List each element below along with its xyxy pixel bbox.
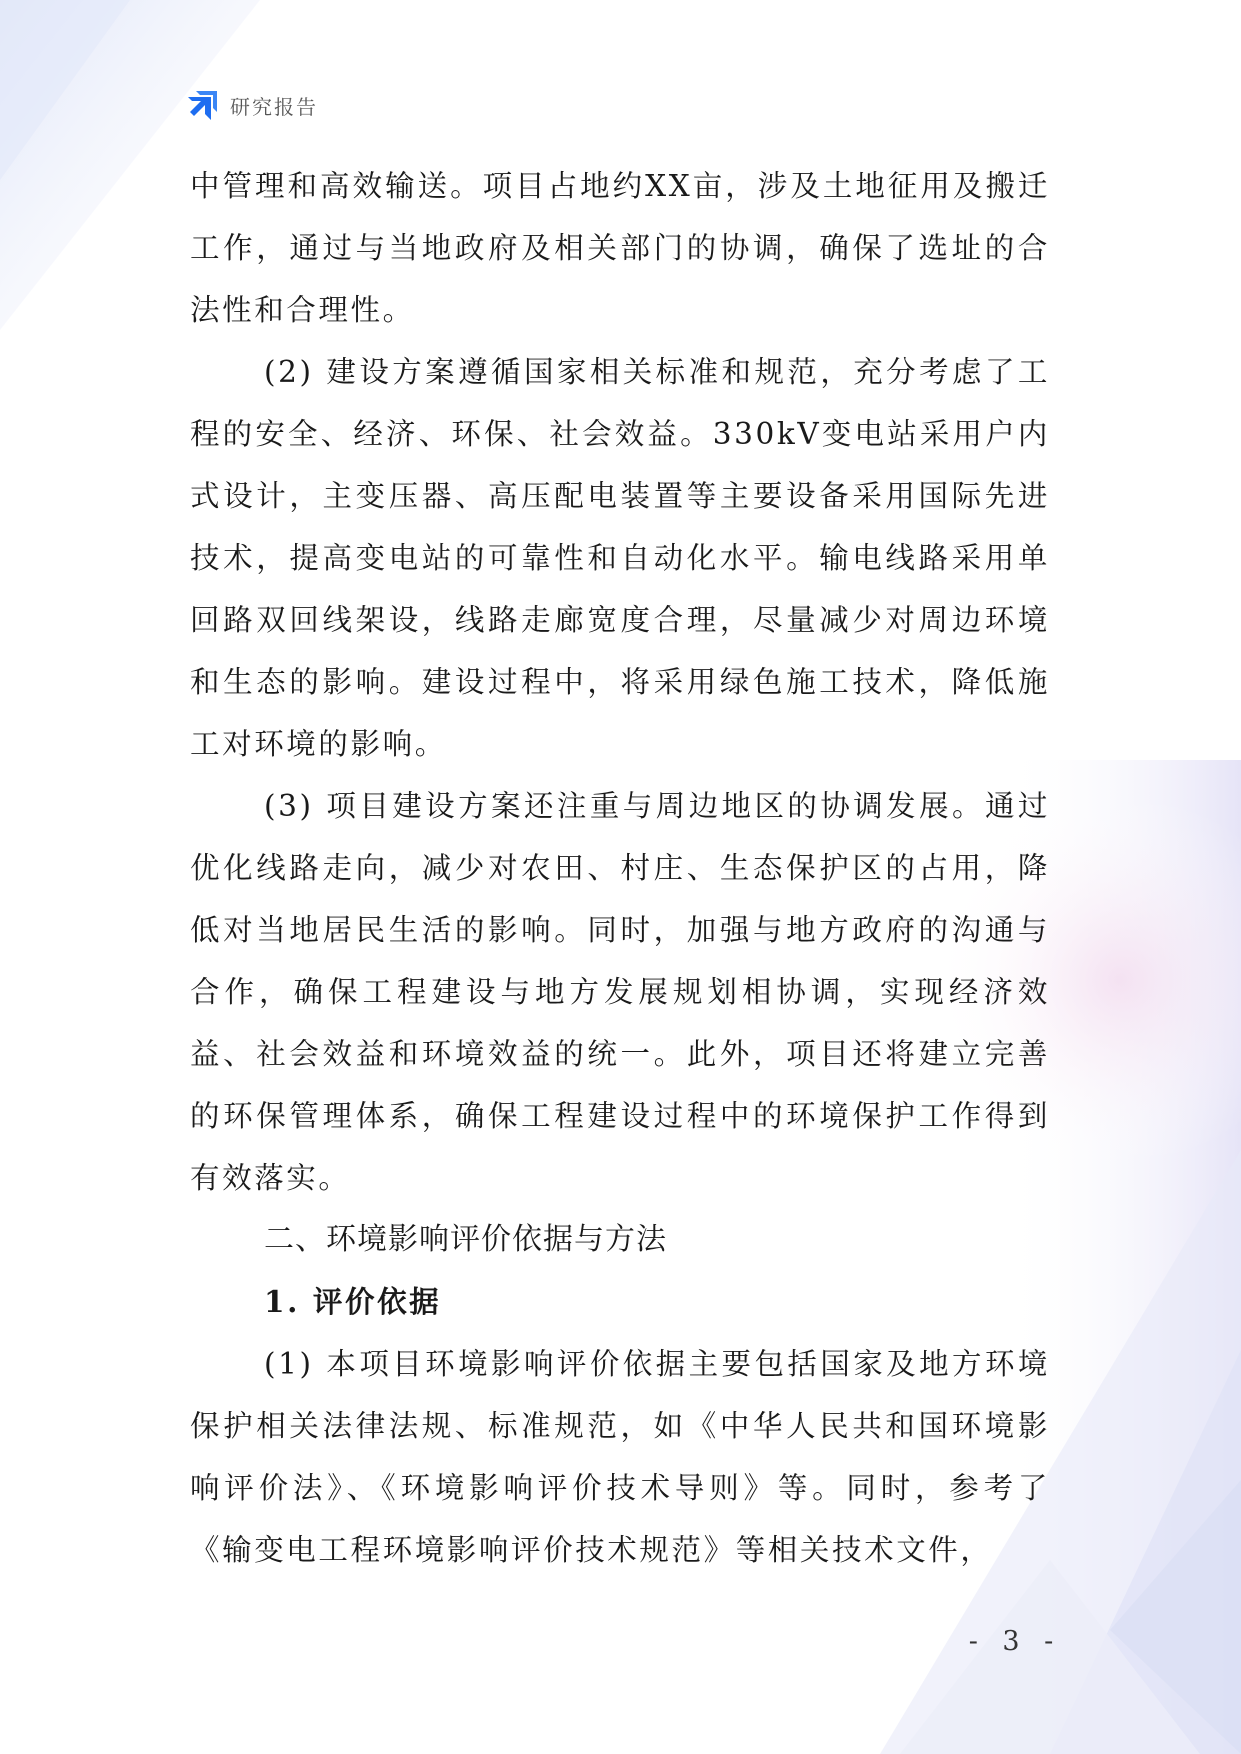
page-number: - 3 - <box>968 1626 1062 1657</box>
subsection-heading: 1. 评价依据 <box>264 1284 442 1319</box>
document-body <box>190 155 1050 1581</box>
paragraph-continued: 中管理和高效输送。项目占地约XX亩，涉及土地征用及搬迁工作，通过与当地政府及相关部门的协调，确保了选址的合法性和合理性。 <box>190 169 1050 327</box>
arrow-up-right-icon <box>186 88 220 122</box>
paragraph-item-3: (3) 项目建设方案还注重与周边地区的协调发展。通过优化线路走向，减少对农田、村庄、生态保护区的占用，降低对当地居民生活的影响。同时，加强与地方政府的沟通与合作，确保工程建设与地方发展规划相协调，实现经济效益、社会效益和环境效益的统一。此外，项目还将建立完善的环保管理体系，确保工程建设过程中的环境保护工作得到有效落实。 <box>190 789 1050 1195</box>
page-header <box>186 88 318 122</box>
header-title: 研究报告 <box>230 94 318 119</box>
paragraph-basis-1: (1) 本项目环境影响评价依据主要包括国家及地方环境保护相关法律法规、标准规范，如《中华人民共和国环境影响评价法》、《环境影响评价技术导则》等。同时，参考了《输变电工程环境影响评价技术规范》等相关技术文件， <box>190 1347 1050 1567</box>
section-heading: 二、环境影响评价依据与方法 <box>264 1222 667 1257</box>
paragraph-item-2: (2) 建设方案遵循国家相关标准和规范，充分考虑了工程的安全、经济、环保、社会效益。330kV变电站采用户内式设计，主变压器、高压配电装置等主要设备采用国际先进技术，提高变电站的可靠性和自动化水平。输电线路采用单回路双回线架设，线路走廊宽度合理，尽量减少对周边环境和生态的影响。建设过程中，将采用绿色施工技术，降低施工对环境的影响。 <box>190 355 1050 761</box>
